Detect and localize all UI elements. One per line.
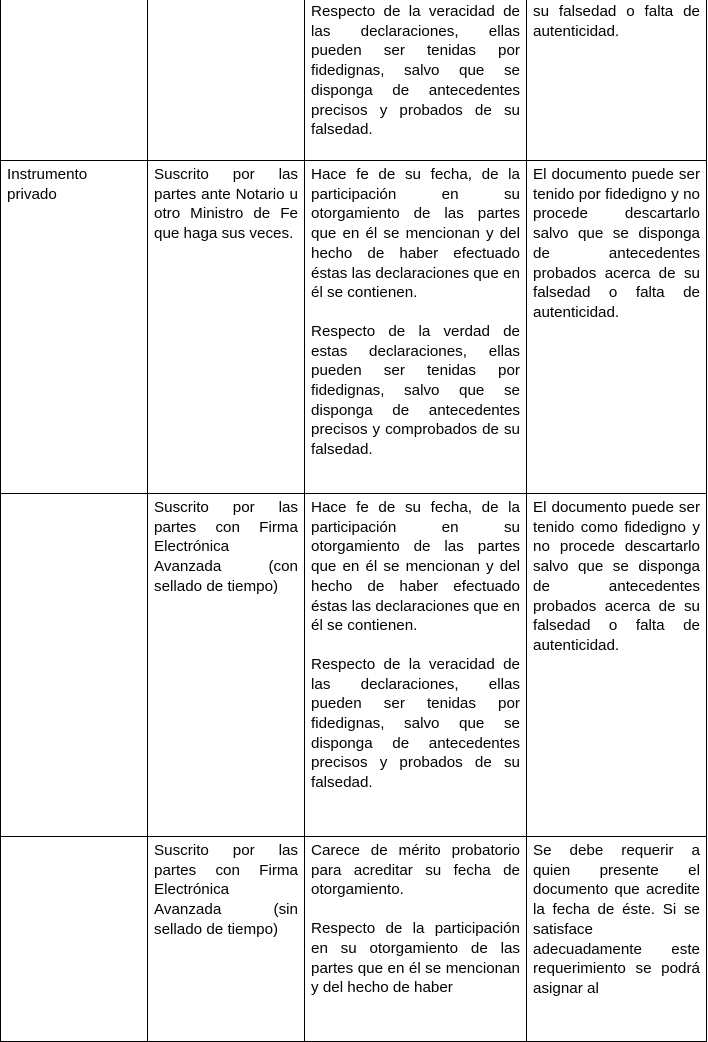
table-row	[1, 0, 707, 161]
probative-value-cell	[305, 161, 527, 494]
probative-value-paragraph: Respecto de la participación en su otorgamiento de las partes que en él se mencionan y del hecho de haber	[311, 920, 520, 997]
instrument-description-cell	[148, 0, 305, 161]
probative-value-paragraph: Respecto de la veracidad de las declaraciones, ellas pueden ser tenidas por fidedignas, salvo que se disponga de antecedentes precisos y probados de su falsedad.	[311, 655, 520, 792]
instrument-type-text: Instrumento privado	[7, 166, 88, 203]
consequence-cell	[527, 837, 707, 1042]
consequence-text: El documento puede ser tenido por fidedigno y no procede descartarlo salvo que se disponga de antecedentes probados acerca de su falsedad o falta de autenticidad.	[533, 166, 700, 321]
instrument-description-cell	[148, 161, 305, 494]
instrument-type-cell	[1, 161, 148, 494]
probative-value-paragraph: Hace fe de su fecha, de la participación en su otorgamiento de las partes que en él se mencionan y del hecho de haber efectuado éstas las declaraciones que en él se contienen.	[311, 499, 520, 635]
probative-value-cell	[305, 494, 527, 837]
instrument-type-cell	[1, 0, 148, 161]
instrument-description-cell	[148, 494, 305, 837]
consequence-cell	[527, 494, 707, 837]
table-row	[1, 161, 707, 494]
consequence-text: El documento puede ser tenido como fidedigno y no procede descartarlo salvo que se disponga de antecedentes probados acerca de su falsedad o falta de autenticidad.	[533, 499, 700, 654]
instrument-description-text: Suscrito por las partes con Firma Electrónica Avanzada (sin sellado de tiempo)	[154, 842, 298, 938]
instrument-description-text: Suscrito por las partes ante Notario u otro Ministro de Fe que haga sus veces.	[154, 166, 298, 243]
probative-value-paragraph: Respecto de la verdad de estas declaraciones, ellas pueden ser tenidas por fidedignas, salvo que se disponga de antecedentes precisos y comprobados de su falsedad.	[311, 322, 520, 459]
consequence-cell	[527, 0, 707, 161]
instrument-type-cell	[1, 837, 148, 1042]
instrument-type-cell	[1, 494, 148, 837]
probative-value-paragraph: Respecto de la veracidad de las declaraciones, ellas pueden ser tenidas por fidedignas, salvo que se disponga de antecedentes precisos y probados de su falsedad.	[311, 3, 520, 139]
consequence-cell	[527, 161, 707, 494]
probative-value-paragraph: Hace fe de su fecha, de la participación en su otorgamiento de las partes que en él se mencionan y del hecho de haber efectuado éstas las declaraciones que en él se contienen.	[311, 166, 520, 302]
consequence-text: Se debe requerir a quien presente el documento que acredite la fecha de éste. Si se satisface adecuadamente este requerimiento se podrá asignar al	[533, 842, 700, 997]
consequence-text: su falsedad o falta de autenticidad.	[533, 3, 700, 40]
probative-value-cell	[305, 0, 527, 161]
table-row	[1, 494, 707, 837]
probative-value-cell	[305, 837, 527, 1042]
instrument-description-text: Suscrito por las partes con Firma Electrónica Avanzada (con sellado de tiempo)	[154, 499, 298, 595]
instrument-description-cell	[148, 837, 305, 1042]
table-row	[1, 837, 707, 1042]
probative-value-paragraph: Carece de mérito probatorio para acreditar su fecha de otorgamiento.	[311, 842, 520, 899]
